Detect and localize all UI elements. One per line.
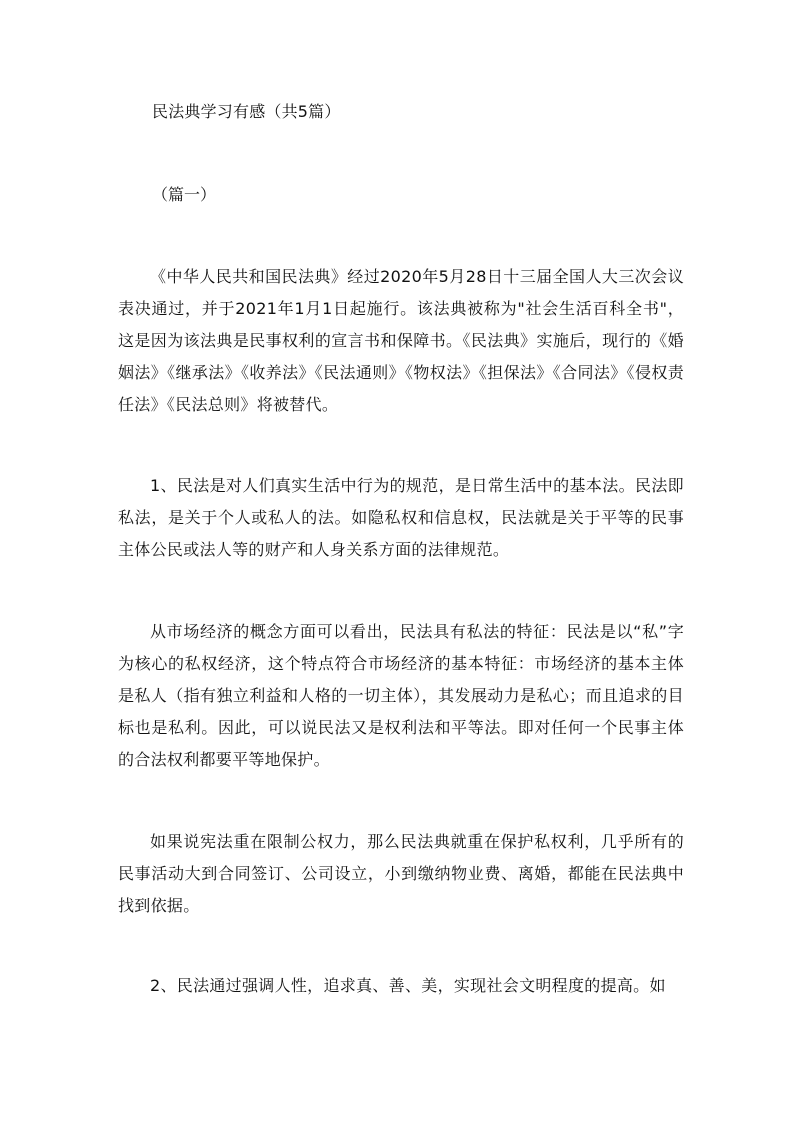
document-title: 民法典学习有感（共5篇） xyxy=(152,102,341,121)
section-heading: （篇一） xyxy=(152,185,217,204)
paragraph-point-1: 1、民法是对人们真实生活中行为的规范，是日常生活中的基本法。民法即私法，是关于个人或私人的法。如隐私权和信息权，民法就是关于平等的民事主体公民或法人等的财产和人身关系方面的法律规范。 xyxy=(118,476,684,559)
paragraph-private-rights: 如果说宪法重在限制公权力，那么民法典就重在保护私权利，几乎所有的民事活动大到合同签订、公司设立，小到缴纳物业费、离婚，都能在民法典中找到依据。 xyxy=(118,832,684,915)
paragraph-intro: 《中华人民共和国民法典》经过2020年5月28日十三届全国人大三次会议表决通过，并于2021年1月1日起施行。该法典被称为"社会生活百科全书"，这是因为该法典是民事权利的宣言书和保障书。《民法典》实施后，现行的《婚姻法》《继承法》《收养法》《民法通则》《物权法》《担保法》《合同法》《侵权责任法》《民法总则》将被替代。 xyxy=(118,267,684,414)
paragraph-point-2: 2、民法通过强调人性，追求真、善、美，实现社会文明程度的提高。如 xyxy=(150,976,666,995)
paragraph-market-economy: 从市场经济的概念方面可以看出，民法具有私法的特征：民法是以“私”字为核心的私权经济，这个特点符合市场经济的基本特征：市场经济的基本主体是私人（指有独立利益和人格的一切主体），其发展动力是私心；而且追求的目标也是私利。因此，可以说民法又是权利法和平等法。即对任何一个民事主体的合法权利都要平等地保护。 xyxy=(118,622,684,769)
